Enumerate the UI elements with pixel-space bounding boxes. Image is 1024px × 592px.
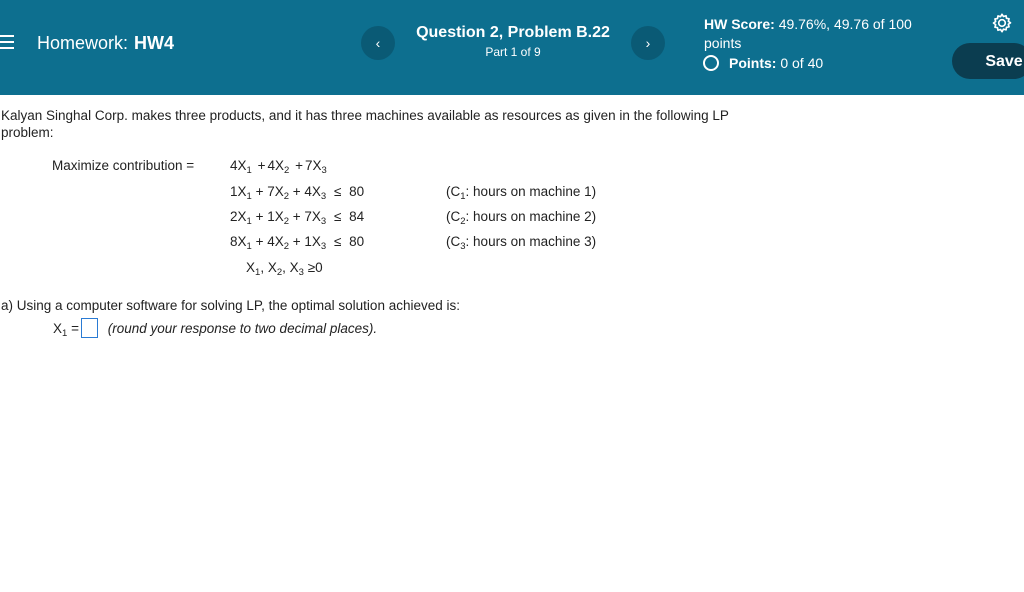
answer-var-sub: 1 xyxy=(62,328,68,339)
constraint-1-note: ($C_1$: hours on machine 1) xyxy=(446,184,597,202)
points-label: Points: xyxy=(729,55,777,71)
constraint-3-note: ($C_3$: hours on machine 3) xyxy=(446,234,597,252)
answer-input[interactable] xyxy=(81,318,98,338)
objective-function: $4X_1 + 4X_2 + 7X_3$ xyxy=(230,158,327,176)
progress-circle-icon xyxy=(703,55,719,71)
hw-score-label: HW Score: xyxy=(704,16,775,32)
question-title: Question 2, Problem B.22 xyxy=(416,24,610,41)
part-a-prompt: a) Using a computer software for solving LP, the optimal solution achieved is: xyxy=(1,298,460,313)
objective-label: Maximize contribution = xyxy=(52,158,195,173)
constraint-1: $1X_1 + 7X_2 + 4X_3 \le 80$ xyxy=(230,184,365,202)
constraint-2: $2X_1 + 1X_2 + 7X_3 \le 84$ xyxy=(230,209,365,227)
homework-title xyxy=(37,33,174,54)
hw-score xyxy=(704,15,914,53)
chevron-left-icon: ‹ xyxy=(375,35,381,51)
constraint-3: $8X_1 + 4X_2 + 1X_3 \le 80$ xyxy=(230,234,365,252)
question-part: Part 1 of 9 xyxy=(485,45,541,59)
rounding-instruction: (round your response to two decimal places). xyxy=(107,321,378,336)
answer-var: X xyxy=(53,321,63,336)
next-question-button[interactable] xyxy=(631,26,665,60)
constraint-2-note: ($C_2$: hours on machine 2) xyxy=(446,209,597,227)
top-bar xyxy=(0,0,1024,95)
save-button[interactable]: Save xyxy=(952,43,1024,79)
points-status xyxy=(703,55,823,71)
points-value: 0 of 40 xyxy=(780,55,824,71)
chevron-right-icon: › xyxy=(645,35,651,51)
hw-score-value: 49.76%, 49.76 of 100 points xyxy=(704,16,912,51)
menu-icon[interactable] xyxy=(0,35,14,51)
gear-icon[interactable] xyxy=(991,12,1013,34)
homework-name: HW4 xyxy=(134,33,175,53)
homework-label: Homework: xyxy=(37,33,129,53)
previous-question-button[interactable] xyxy=(361,26,395,60)
problem-statement: Kalyan Singhal Corp. makes three products, and it has three machines available as resources as given in the following LP problem: xyxy=(1,108,729,140)
nonnegativity-constraint: $X_1$, $X_2$, $X_3 \ge 0$ xyxy=(246,260,323,278)
answer-row: $X_1$ = (round your response to two decimal places). xyxy=(53,318,377,339)
